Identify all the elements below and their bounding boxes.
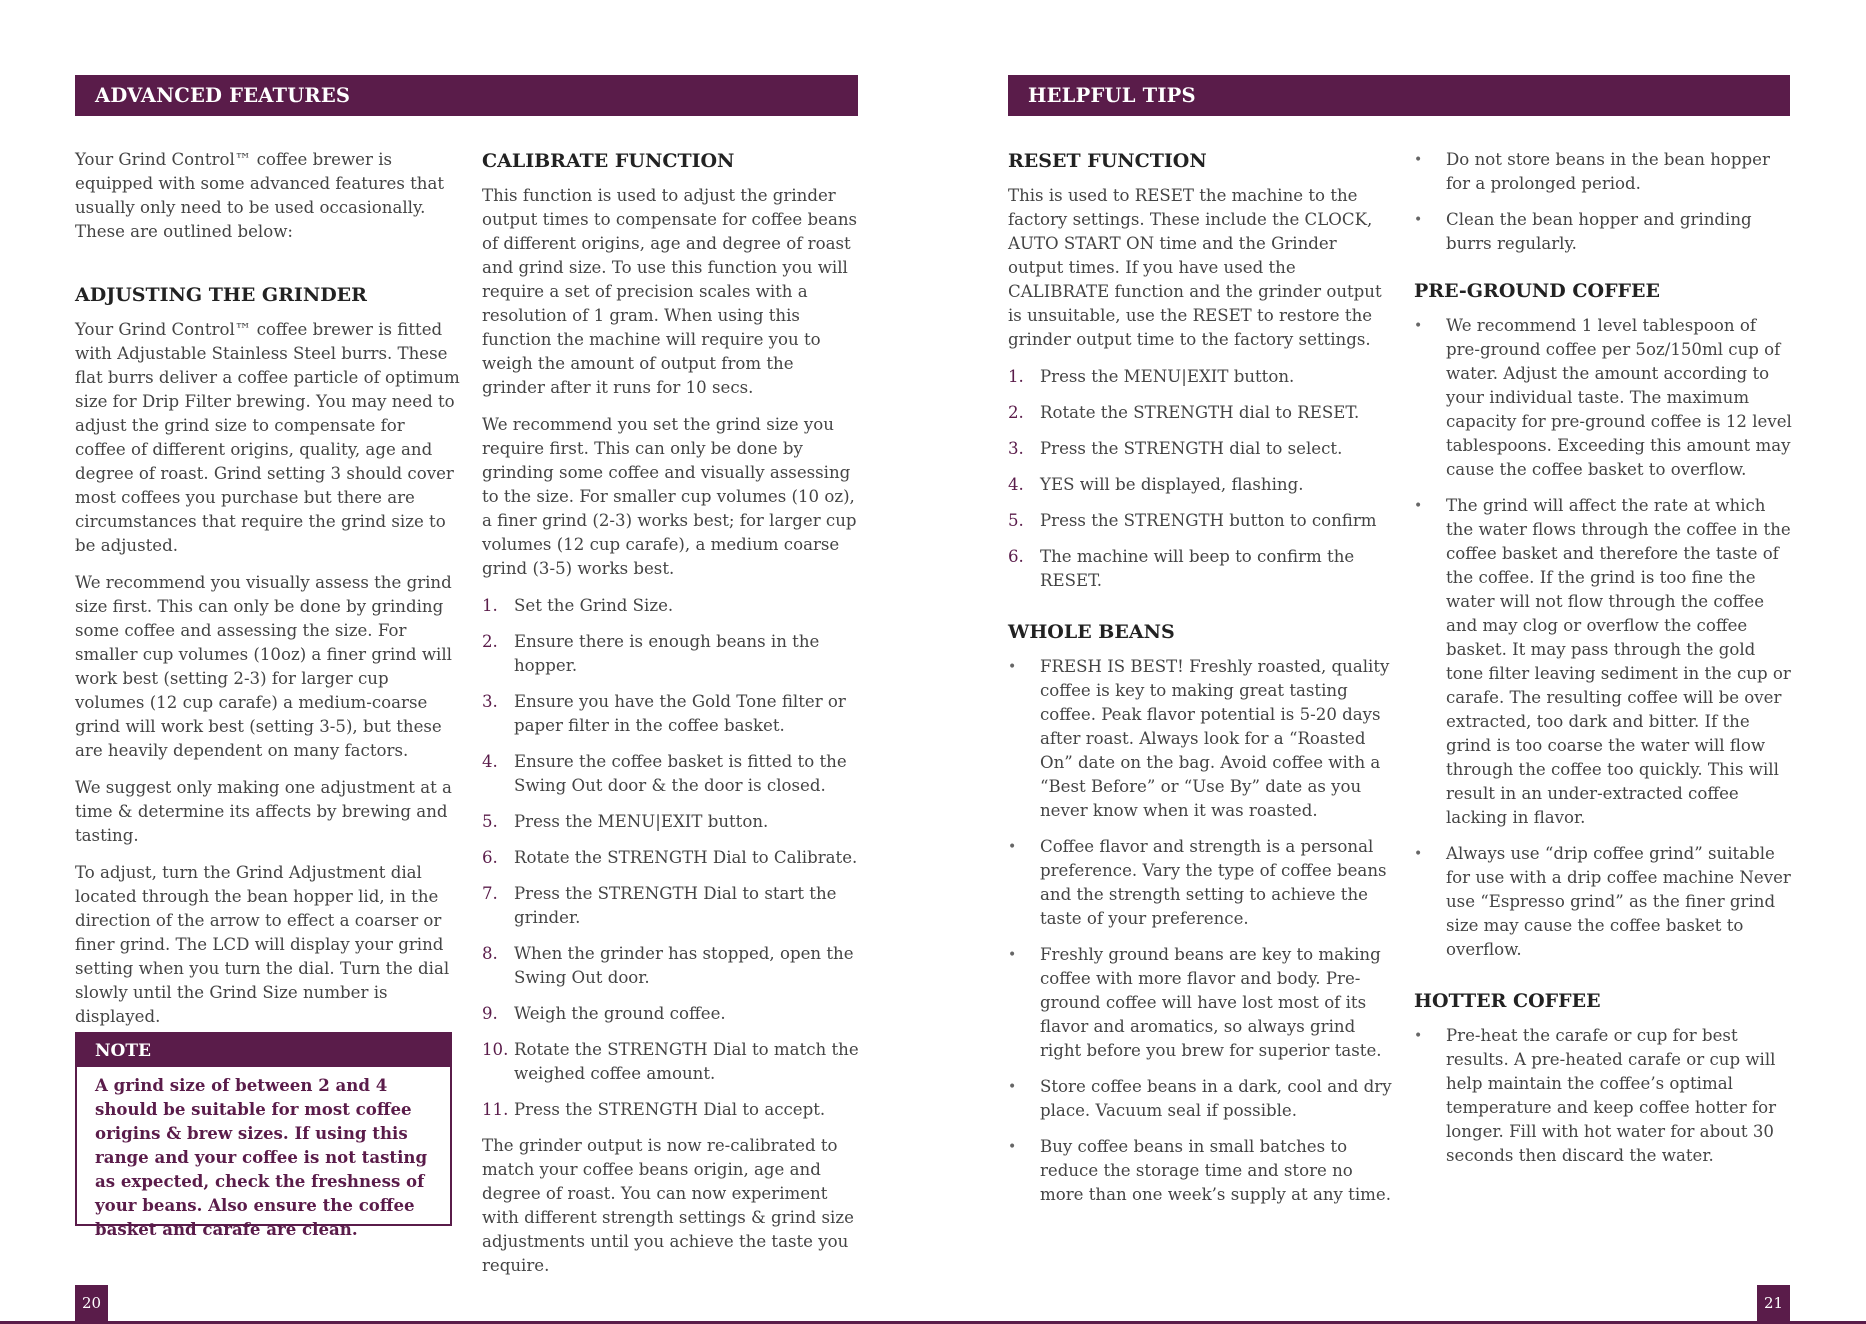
list-item: • Freshly ground beans are key to making coffee with more flavor and body. Pre-ground coffee will have lost most of its flavor and aromatics, so always grind right before you brew for superior taste. [1008, 945, 1382, 1060]
bullet-icon: • [1414, 846, 1423, 862]
calibrate-paragraph: We recommend you set the grind size you require first. This can only be done by grinding some coffee and visually assessing to the size. For smaller cup volumes (10 oz), a finer grind (2-3) works best; for larger cup volumes (12 cup carafe), a medium coarse grind (3-5) works best. [482, 415, 857, 578]
bullet-icon: • [1414, 498, 1423, 514]
bullet-icon: • [1008, 839, 1017, 855]
section-header-helpful-tips: HELPFUL TIPS [1008, 75, 1790, 116]
list-item: 1. Set the Grind Size. [482, 596, 674, 615]
whole-beans-list [1008, 655, 1393, 1207]
list-item: 1. Press the MENU|EXIT button. [1008, 367, 1295, 386]
list-item: 3. Ensure you have the Gold Tone filter or paper filter in the coffee basket. [482, 692, 846, 735]
list-item: 9. Weigh the ground coffee. [482, 1004, 726, 1023]
grinder-paragraph: We suggest only making one adjustment at a time & determine its affects by brewing and tasting. [75, 778, 452, 845]
list-item: 7. Press the STRENGTH Dial to start the grinder. [482, 884, 837, 927]
note-title: NOTE [77, 1034, 450, 1067]
heading-hotter-coffee: HOTTER COFFEE [1414, 990, 1601, 1012]
bullet-icon: • [1414, 318, 1423, 334]
intro-paragraph: Your Grind Control™ coffee brewer is equipped with some advanced features that usually only need to be used occasionally. These are outlined below: [75, 150, 445, 241]
page-number-right: 21 [1757, 1285, 1790, 1321]
list-item: 11. Press the STRENGTH Dial to accept. [482, 1100, 826, 1119]
list-item: 5. Press the STRENGTH button to confirm [1008, 511, 1377, 530]
list-item: 6. The machine will beep to confirm the RESET. [1008, 547, 1355, 590]
page-number-left: 20 [75, 1285, 108, 1321]
bullet-icon: • [1008, 659, 1017, 675]
list-item: 4. Ensure the coffee basket is fitted to the Swing Out door & the door is closed. [482, 752, 847, 795]
bullet-icon: • [1008, 1139, 1017, 1155]
bullet-icon: • [1008, 1079, 1017, 1095]
list-item: 8. When the grinder has stopped, open the Swing Out door. [482, 944, 854, 987]
left-column-2 [482, 148, 860, 1291]
list-item: • Always use “drip coffee grind” suitable for use with a drip coffee machine Never use “Espresso grind” as the finer grind size may cause the coffee basket to overflow. [1414, 844, 1791, 959]
grinder-paragraph: We recommend you visually assess the grind size first. This can only be done by grinding some coffee and assessing the size. For smaller cup volumes (10oz) a finer grind will work best (setting 2-3) for larger cup volumes (12 cup carafe) a medium-coarse grind will work best (setting 3-5), but these are heavily dependent on many factors. [75, 573, 452, 760]
heading-whole-beans: WHOLE BEANS [1008, 621, 1175, 643]
right-column-1 [1008, 148, 1393, 1219]
calibrate-closing: The grinder output is now re-calibrated to match your coffee beans origin, age and degree of roast. You can now experiment with different strength settings & grind size adjustments until you achieve the taste you require. [482, 1136, 854, 1275]
list-item: 5. Press the MENU|EXIT button. [482, 812, 769, 831]
grinder-paragraph: Your Grind Control™ coffee brewer is fitted with Adjustable Stainless Steel burrs. These flat burrs deliver a coffee particle of optimum size for Drip Filter brewing. You may need to adjust the grind size to compensate for coffee of different origins, quality, age and degree of roast. Grind setting 3 should cover most coffees you purchase but there are circumstances that require the grind size to be adjusted. [75, 320, 460, 555]
heading-calibrate-function: CALIBRATE FUNCTION [482, 150, 735, 172]
hotter-coffee-list [1414, 1024, 1792, 1168]
calibrate-paragraph: This function is used to adjust the grinder output times to compensate for coffee beans of different origins, age and degree of roast and grind size. To use this function you will require a set of precision scales with a resolution of 1 gram. When using this function the machine will require you to weigh the amount of output from the grinder after it runs for 10 secs. [482, 186, 858, 397]
note-text: A grind size of between 2 and 4 should be suitable for most coffee origins & brew sizes. If using this range and your coffee is not tasting as expected, check the freshness of your beans. Also ensure the coffee basket and carafe are clean. [95, 1075, 428, 1239]
storage-tips-list [1414, 148, 1792, 256]
note-box [75, 1032, 452, 1239]
bullet-icon: • [1414, 212, 1423, 228]
list-item: 6. Rotate the STRENGTH Dial to Calibrate. [482, 848, 858, 867]
list-item: 10. Rotate the STRENGTH Dial to match the weighed coffee amount. [482, 1040, 859, 1083]
pre-ground-list [1414, 314, 1792, 962]
list-item: • Store coffee beans in a dark, cool and dry place. Vacuum seal if possible. [1008, 1077, 1392, 1120]
list-item: • Pre-heat the carafe or cup for best results. A pre-heated carafe or cup will help maintain the coffee’s optimal temperature and keep coffee hotter for longer. Fill with hot water for about 30 seconds then discard the water. [1414, 1026, 1777, 1165]
list-item: • Clean the bean hopper and grinding burrs regularly. [1414, 210, 1752, 253]
heading-adjusting-grinder: ADJUSTING THE GRINDER [75, 284, 367, 306]
list-item: • We recommend 1 level tablespoon of pre-ground coffee per 5oz/150ml cup of water. Adjust the amount according to your individual taste. The maximum capacity for pre-ground coffee is 12 level tablespoons. Exceeding this amount may cause the coffee basket to overflow. [1414, 316, 1792, 479]
heading-reset-function: RESET FUNCTION [1008, 150, 1207, 172]
reset-paragraph: This is used to RESET the machine to the factory settings. These include the CLOCK, AUTO START ON time and the Grinder output times. If you have used the CALIBRATE function and the grinder output is unsuitable, use the RESET to restore the grinder output time to the factory settings. [1008, 186, 1382, 349]
reset-steps [1008, 365, 1393, 593]
list-item: 4. YES will be displayed, flashing. [1008, 475, 1304, 494]
list-item: • The grind will affect the rate at which the water flows through the coffee in the coffee basket and therefore the taste of the coffee. If the grind is too fine the water will not flow through the coffee and may clog or overflow the coffee basket. It may pass through the gold tone filter leaving sediment in the cup or carafe. The resulting coffee will be over extracted, too dark and bitter. If the grind is too coarse the water will flow through the coffee too quickly. This will result in an under-extracted coffee lacking in flavor. [1414, 496, 1791, 827]
list-item: • Do not store beans in the bean hopper for a prolonged period. [1414, 150, 1770, 193]
bullet-icon: • [1414, 1028, 1423, 1044]
heading-pre-ground-coffee: PRE-GROUND COFFEE [1414, 280, 1661, 302]
list-item: 2. Rotate the STRENGTH dial to RESET. [1008, 403, 1360, 422]
grinder-paragraph: To adjust, turn the Grind Adjustment dial located through the bean hopper lid, in the direction of the arrow to effect a coarser or finer grind. The LCD will display your grind setting when you turn the dial. Turn the dial slowly until the Grind Size number is displayed. [75, 863, 450, 1026]
bullet-icon: • [1414, 152, 1423, 168]
left-column-1 [75, 148, 460, 1042]
calibrate-steps [482, 594, 860, 1122]
list-item: • FRESH IS BEST! Freshly roasted, quality coffee is key to making great tasting coffee. Peak flavor potential is 5-20 days after roast. Always look for a “Roasted On” date on the bag. Avoid coffee with a “Best Before” or “Use By” date as you never know when it was roasted. [1008, 657, 1390, 820]
section-header-advanced-features: ADVANCED FEATURES [75, 75, 858, 116]
list-item: 2. Ensure there is enough beans in the hopper. [482, 632, 820, 675]
list-item: • Buy coffee beans in small batches to reduce the storage time and store no more than one week’s supply at any time. [1008, 1137, 1391, 1204]
list-item: • Coffee flavor and strength is a personal preference. Vary the type of coffee beans and the strength setting to achieve the taste of your preference. [1008, 837, 1387, 928]
right-column-2 [1414, 148, 1792, 1180]
list-item: 3. Press the STRENGTH dial to select. [1008, 439, 1343, 458]
bullet-icon: • [1008, 947, 1017, 963]
